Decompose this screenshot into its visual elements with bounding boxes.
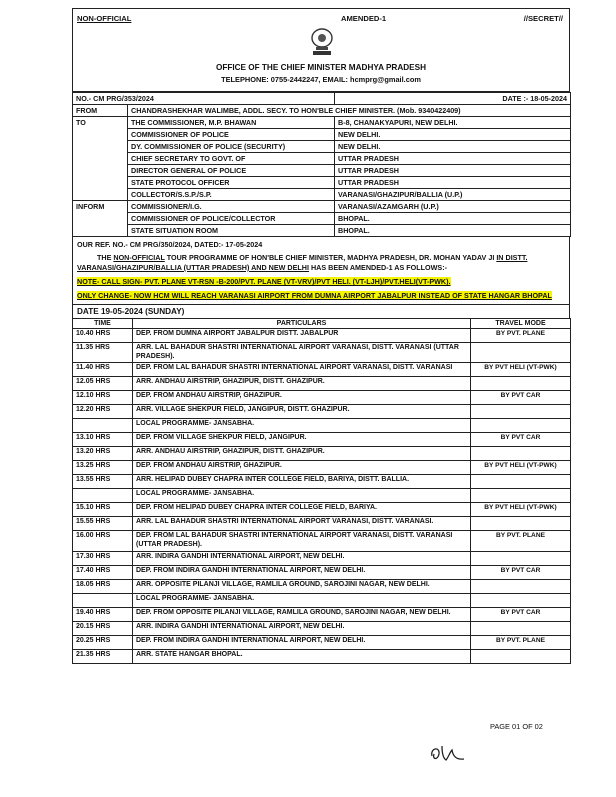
schedule-row bbox=[73, 475, 571, 489]
intro-part: TOUR PROGRAMME OF HON'BLE CHIEF MINISTER, MADHYA PRADESH, DR. MOHAN YADAV JI bbox=[164, 253, 497, 263]
schedule-time: 13.10 HRS bbox=[73, 433, 133, 447]
to-label: TO bbox=[73, 117, 128, 201]
schedule-time: 12.10 HRS bbox=[73, 391, 133, 405]
to-row bbox=[73, 165, 571, 177]
schedule-travel-mode bbox=[471, 342, 571, 363]
recipient-place: UTTAR PRADESH bbox=[335, 153, 571, 165]
schedule-travel-mode: BY PVT HELI (VT-PWK) bbox=[471, 363, 571, 377]
schedule-particulars: DEP. FROM DUMNA AIRPORT JABALPUR DISTT. JABALPUR bbox=[133, 328, 471, 342]
schedule-row bbox=[73, 503, 571, 517]
from-label: FROM bbox=[73, 105, 128, 117]
schedule-particulars: DEP. FROM ANDHAU AIRSTRIP, GHAZIPUR. bbox=[133, 391, 471, 405]
schedule-particulars: DEP. FROM LAL BAHADUR SHASTRI INTERNATIONAL AIRPORT VARANASI, DISTT. VARANASI (UTTAR PRADESH). bbox=[133, 531, 471, 552]
schedule-time bbox=[73, 419, 133, 433]
recipient-place: NEW DELHI. bbox=[335, 141, 571, 153]
schedule-row bbox=[73, 593, 571, 607]
schedule-row bbox=[73, 649, 571, 663]
schedule-particulars: ARR. LAL BAHADUR SHASTRI INTERNATIONAL AIRPORT VARANASI, DISTT. VARANASI. bbox=[133, 517, 471, 531]
schedule-time: 11.40 HRS bbox=[73, 363, 133, 377]
schedule-particulars: DEP. FROM OPPOSITE PILANJI VILLAGE, RAMLILA GROUND, SAROJINI NAGAR, NEW DELHI. bbox=[133, 607, 471, 621]
to-row bbox=[73, 189, 571, 201]
call-sign-note: NOTE- CALL SIGN- PVT. PLANE VT-RSN -B-200/PVT. PLANE (VT-VRV)/PVT HELI. (VT-LJH)/PVT.HELI(VT-PWK). bbox=[77, 277, 451, 287]
schedule-particulars: ARR. HELIPAD DUBEY CHAPRA INTER COLLEGE FIELD, BARIYA, DISTT. BALLIA. bbox=[133, 475, 471, 489]
schedule-travel-mode bbox=[471, 405, 571, 419]
inform-label: INFORM bbox=[73, 201, 128, 237]
schedule-row bbox=[73, 489, 571, 503]
schedule-row bbox=[73, 447, 571, 461]
schedule-travel-mode: BY PVT CAR bbox=[471, 565, 571, 579]
schedule-row bbox=[73, 377, 571, 391]
schedule-particulars: DEP. FROM ANDHAU AIRSTRIP, GHAZIPUR. bbox=[133, 461, 471, 475]
amended-label: AMENDED-1 bbox=[341, 14, 387, 23]
particulars-column-header: PARTICULARS bbox=[133, 318, 471, 328]
schedule-time: 15.10 HRS bbox=[73, 503, 133, 517]
schedule-time: 12.05 HRS bbox=[73, 377, 133, 391]
intro-districts: IN DISTT. VARANASI/GHAZIPUR/BALLIA (UTTAR PRADESH) AND NEW DELHI bbox=[77, 253, 528, 272]
recipient-name: DY. COMMISSIONER OF POLICE (SECURITY) bbox=[128, 141, 335, 153]
intro-paragraph bbox=[72, 251, 570, 274]
schedule-particulars: DEP. FROM LAL BAHADUR SHASTRI INTERNATIONAL AIRPORT VARANASI, DISTT. VARANASI bbox=[133, 363, 471, 377]
telephone-line: TELEPHONE: 0755-2442247, EMAIL: hcmprg@gmail.com bbox=[221, 75, 421, 84]
to-row bbox=[73, 141, 571, 153]
document-page bbox=[72, 8, 570, 664]
schedule-time: 17.30 HRS bbox=[73, 551, 133, 565]
recipient-name: COLLECTOR/S.S.P./S.P. bbox=[128, 189, 335, 201]
recipient-name: STATE PROTOCOL OFFICER bbox=[128, 177, 335, 189]
recipient-place: BHOPAL. bbox=[335, 213, 571, 225]
schedule-time: 10.40 HRS bbox=[73, 328, 133, 342]
schedule-particulars: LOCAL PROGRAMME- JANSABHA. bbox=[133, 489, 471, 503]
recipient-place: BHOPAL. bbox=[335, 225, 571, 237]
schedule-particulars: LOCAL PROGRAMME- JANSABHA. bbox=[133, 419, 471, 433]
inform-row bbox=[73, 225, 571, 237]
schedule-row bbox=[73, 363, 571, 377]
from-text: CHANDRASHEKHAR WALIMBE, ADDL. SECY. TO HON'BLE CHIEF MINISTER. (Mob. 9340422409) bbox=[128, 105, 571, 117]
schedule-particulars: DEP. FROM VILLAGE SHEKPUR FIELD, JANGIPUR. bbox=[133, 433, 471, 447]
schedule-travel-mode bbox=[471, 447, 571, 461]
schedule-row bbox=[73, 461, 571, 475]
recipient-name: CHIEF SECRETARY TO GOVT. OF bbox=[128, 153, 335, 165]
schedule-row bbox=[73, 517, 571, 531]
address-table bbox=[72, 92, 571, 237]
intro-non-official: NON-OFFICIAL bbox=[113, 253, 165, 263]
recipient-name: COMMISSIONER OF POLICE/COLLECTOR bbox=[128, 213, 335, 225]
schedule-travel-mode bbox=[471, 621, 571, 635]
schedule-date: DATE 19-05-2024 (SUNDAY) bbox=[72, 304, 570, 318]
change-paragraph bbox=[72, 288, 570, 303]
schedule-travel-mode bbox=[471, 475, 571, 489]
schedule-particulars: ARR. ANDHAU AIRSTRIP, GHAZIPUR, DISTT. GHAZIPUR. bbox=[133, 377, 471, 391]
schedule-time: 16.00 HRS bbox=[73, 531, 133, 552]
schedule-time: 19.40 HRS bbox=[73, 607, 133, 621]
state-emblem-icon bbox=[308, 27, 336, 57]
schedule-time bbox=[73, 593, 133, 607]
recipient-name: THE COMMISSIONER, M.P. BHAWAN bbox=[128, 117, 335, 129]
intro-part: THE bbox=[97, 253, 114, 263]
schedule-travel-mode: BY PVT HELI (VT-PWK) bbox=[471, 461, 571, 475]
schedule-row bbox=[73, 531, 571, 552]
schedule-row bbox=[73, 391, 571, 405]
reference-date: DATE :- 18-05-2024 bbox=[335, 93, 571, 105]
recipient-place: UTTAR PRADESH bbox=[335, 165, 571, 177]
to-row bbox=[73, 177, 571, 189]
schedule-travel-mode: BY PVT. PLANE bbox=[471, 635, 571, 649]
schedule-time: 17.40 HRS bbox=[73, 565, 133, 579]
inform-row bbox=[73, 201, 571, 213]
to-row bbox=[73, 129, 571, 141]
only-change-note: ONLY CHANGE- NOW HCM WILL REACH VARANASI AIRPORT FROM DUMNA AIRPORT JABALPUR INSTEAD OF STATE HANGAR BHOPAL bbox=[77, 291, 552, 301]
reference-number: NO.- CM PRG/353/2024 bbox=[73, 93, 335, 105]
schedule-particulars: DEP. FROM INDIRA GANDHI INTERNATIONAL AIRPORT, NEW DELHI. bbox=[133, 635, 471, 649]
recipient-place: VARANASI/GHAZIPUR/BALLIA (U.P.) bbox=[335, 189, 571, 201]
schedule-time bbox=[73, 489, 133, 503]
schedule-time: 11.35 HRS bbox=[73, 342, 133, 363]
schedule-row bbox=[73, 565, 571, 579]
schedule-row bbox=[73, 621, 571, 635]
schedule-travel-mode bbox=[471, 649, 571, 663]
schedule-row bbox=[73, 433, 571, 447]
recipient-place: NEW DELHI. bbox=[335, 129, 571, 141]
schedule-row bbox=[73, 419, 571, 433]
schedule-particulars: DEP. FROM HELIPAD DUBEY CHAPRA INTER COLLEGE FIELD, BARIYA. bbox=[133, 503, 471, 517]
schedule-time: 21.35 HRS bbox=[73, 649, 133, 663]
schedule-travel-mode bbox=[471, 593, 571, 607]
to-row bbox=[73, 117, 571, 129]
schedule-row bbox=[73, 342, 571, 363]
schedule-travel-mode bbox=[471, 377, 571, 391]
schedule-particulars: LOCAL PROGRAMME- JANSABHA. bbox=[133, 593, 471, 607]
recipient-name: STATE SITUATION ROOM bbox=[128, 225, 335, 237]
page-number: PAGE 01 OF 02 bbox=[490, 722, 543, 731]
schedule-table bbox=[72, 318, 571, 664]
schedule-travel-mode: BY PVT HELI (VT-PWK) bbox=[471, 503, 571, 517]
schedule-time: 15.55 HRS bbox=[73, 517, 133, 531]
schedule-row bbox=[73, 607, 571, 621]
schedule-particulars: ARR. OPPOSITE PILANJI VILLAGE, RAMLILA GROUND, SAROJINI NAGAR, NEW DELHI. bbox=[133, 579, 471, 593]
schedule-particulars: ARR. ANDHAU AIRSTRIP, GHAZIPUR, DISTT. GHAZIPUR. bbox=[133, 447, 471, 461]
recipient-name: DIRECTOR GENERAL OF POLICE bbox=[128, 165, 335, 177]
schedule-particulars: ARR. STATE HANGAR BHOPAL. bbox=[133, 649, 471, 663]
schedule-travel-mode: BY PVT. PLANE bbox=[471, 328, 571, 342]
schedule-particulars: ARR. INDIRA GANDHI INTERNATIONAL AIRPORT, NEW DELHI. bbox=[133, 551, 471, 565]
our-reference: OUR REF. NO.- CM PRG/350/2024, DATED:- 17-05-2024 bbox=[72, 237, 570, 251]
letterhead bbox=[72, 8, 570, 92]
recipient-name: COMMISSIONER OF POLICE bbox=[128, 129, 335, 141]
recipient-place: UTTAR PRADESH bbox=[335, 177, 571, 189]
secret-label: //SECRET// bbox=[523, 14, 563, 23]
schedule-particulars: ARR. VILLAGE SHEKPUR FIELD, JANGIPUR, DISTT. GHAZIPUR. bbox=[133, 405, 471, 419]
handwritten-signature-icon bbox=[428, 742, 468, 764]
recipient-name: COMMISSIONER/I.G. bbox=[128, 201, 335, 213]
schedule-particulars: ARR. LAL BAHADUR SHASTRI INTERNATIONAL AIRPORT VARANASI, DISTT. VARANASI (UTTAR PRADESH). bbox=[133, 342, 471, 363]
schedule-travel-mode bbox=[471, 489, 571, 503]
note-paragraph bbox=[72, 274, 570, 288]
schedule-time: 20.15 HRS bbox=[73, 621, 133, 635]
recipient-place: B-8, CHANAKYAPURI, NEW DELHI. bbox=[335, 117, 571, 129]
schedule-time: 12.20 HRS bbox=[73, 405, 133, 419]
schedule-travel-mode bbox=[471, 419, 571, 433]
schedule-time: 13.25 HRS bbox=[73, 461, 133, 475]
schedule-travel-mode bbox=[471, 551, 571, 565]
office-title: OFFICE OF THE CHIEF MINISTER MADHYA PRADESH bbox=[215, 63, 426, 72]
schedule-travel-mode: BY PVT CAR bbox=[471, 391, 571, 405]
time-column-header: TIME bbox=[73, 318, 133, 328]
to-row bbox=[73, 153, 571, 165]
schedule-time: 13.55 HRS bbox=[73, 475, 133, 489]
recipient-place: VARANASI/AZAMGARH (U.P.) bbox=[335, 201, 571, 213]
mode-column-header: TRAVEL MODE bbox=[471, 318, 571, 328]
schedule-travel-mode: BY PVT CAR bbox=[471, 607, 571, 621]
schedule-time: 13.20 HRS bbox=[73, 447, 133, 461]
schedule-travel-mode bbox=[471, 579, 571, 593]
schedule-time: 20.25 HRS bbox=[73, 635, 133, 649]
intro-part: HAS BEEN AMENDED-1 AS FOLLOWS:- bbox=[308, 262, 448, 272]
schedule-row bbox=[73, 551, 571, 565]
schedule-row bbox=[73, 328, 571, 342]
schedule-particulars: ARR. INDIRA GANDHI INTERNATIONAL AIRPORT, NEW DELHI. bbox=[133, 621, 471, 635]
schedule-row bbox=[73, 405, 571, 419]
inform-row bbox=[73, 213, 571, 225]
schedule-row bbox=[73, 635, 571, 649]
non-official-label: NON-OFFICIAL bbox=[77, 14, 132, 23]
schedule-particulars: DEP. FROM INDIRA GANDHI INTERNATIONAL AIRPORT, NEW DELHI. bbox=[133, 565, 471, 579]
schedule-travel-mode: BY PVT CAR bbox=[471, 433, 571, 447]
schedule-travel-mode: BY PVT. PLANE bbox=[471, 531, 571, 552]
schedule-time: 18.05 HRS bbox=[73, 579, 133, 593]
schedule-travel-mode bbox=[471, 517, 571, 531]
schedule-row bbox=[73, 579, 571, 593]
